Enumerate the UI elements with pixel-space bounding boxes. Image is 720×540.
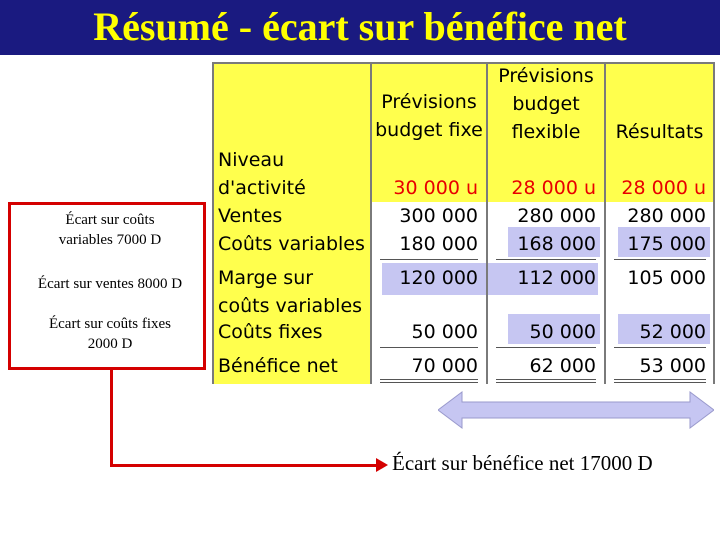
table-cell: 50 000 <box>529 321 596 343</box>
table-cell: 53 000 <box>639 355 706 377</box>
row-label-couts-fixes: Coûts fixes <box>218 321 323 343</box>
header-prev-flex: flexible <box>511 121 581 143</box>
variance-label: variables 7000 D <box>58 232 162 248</box>
underline <box>614 259 706 260</box>
variance-label: Écart sur coûts fixes <box>48 316 172 332</box>
connector-line <box>110 464 380 467</box>
table-cell: 70 000 <box>411 355 478 377</box>
variance-label: 2000 D <box>87 336 133 352</box>
double-underline <box>496 382 596 383</box>
table-cell: 62 000 <box>529 355 596 377</box>
row-label-marge: coûts variables <box>218 295 363 317</box>
table-cell: 50 000 <box>411 321 478 343</box>
row-label: Niveau <box>218 149 285 171</box>
header-resultats: Résultats <box>615 121 704 143</box>
double-underline <box>380 382 478 383</box>
row-label: d'activité <box>218 177 306 199</box>
table-cell: 180 000 <box>399 233 478 255</box>
table-cell: 112 000 <box>517 267 596 289</box>
table-cell: 120 000 <box>399 267 478 289</box>
underline <box>496 347 596 348</box>
table-cell: 52 000 <box>639 321 706 343</box>
net-profit-variance-note: Écart sur bénéfice net 17000 D <box>392 451 653 475</box>
header-prev-flex: Prévisions <box>498 65 594 87</box>
double-underline <box>614 379 706 380</box>
variance-label: Écart sur ventes 8000 D <box>37 276 183 292</box>
variance-summary-box <box>8 202 206 370</box>
row-label-benefice-net: Bénéfice net <box>218 355 338 377</box>
grid-line <box>212 62 715 64</box>
underline <box>380 347 478 348</box>
table-cell: 175 000 <box>627 233 706 255</box>
underline <box>380 259 478 260</box>
grid-line <box>212 62 214 384</box>
row-label-ventes: Ventes <box>218 205 283 227</box>
niveau-value: 30 000 u <box>393 177 478 199</box>
table-cell: 300 000 <box>399 205 478 227</box>
header-prev-fixe: Prévisions <box>381 91 477 113</box>
niveau-value: 28 000 u <box>621 177 706 199</box>
double-arrow-icon <box>438 390 714 430</box>
row-label-marge: Marge sur <box>218 267 314 289</box>
double-underline <box>614 382 706 383</box>
header-prev-fixe: budget fixe <box>375 119 483 141</box>
double-underline <box>380 379 478 380</box>
double-underline <box>496 379 596 380</box>
table-cell: 105 000 <box>627 267 706 289</box>
arrow-head-icon <box>376 458 388 472</box>
table-cell: 280 000 <box>627 205 706 227</box>
page-title: Résumé - écart sur bénéfice net <box>93 4 627 49</box>
table-cell: 168 000 <box>517 233 596 255</box>
underline <box>614 347 706 348</box>
budget-table <box>212 62 715 384</box>
underline <box>496 259 596 260</box>
row-label-couts-variables: Coûts variables <box>218 233 365 255</box>
table-cell: 280 000 <box>517 205 596 227</box>
niveau-value: 28 000 u <box>511 177 596 199</box>
grid-line <box>713 62 715 384</box>
connector-line <box>110 370 113 467</box>
variance-label: Écart sur coûts <box>65 212 155 228</box>
header-prev-flex: budget <box>512 93 580 115</box>
